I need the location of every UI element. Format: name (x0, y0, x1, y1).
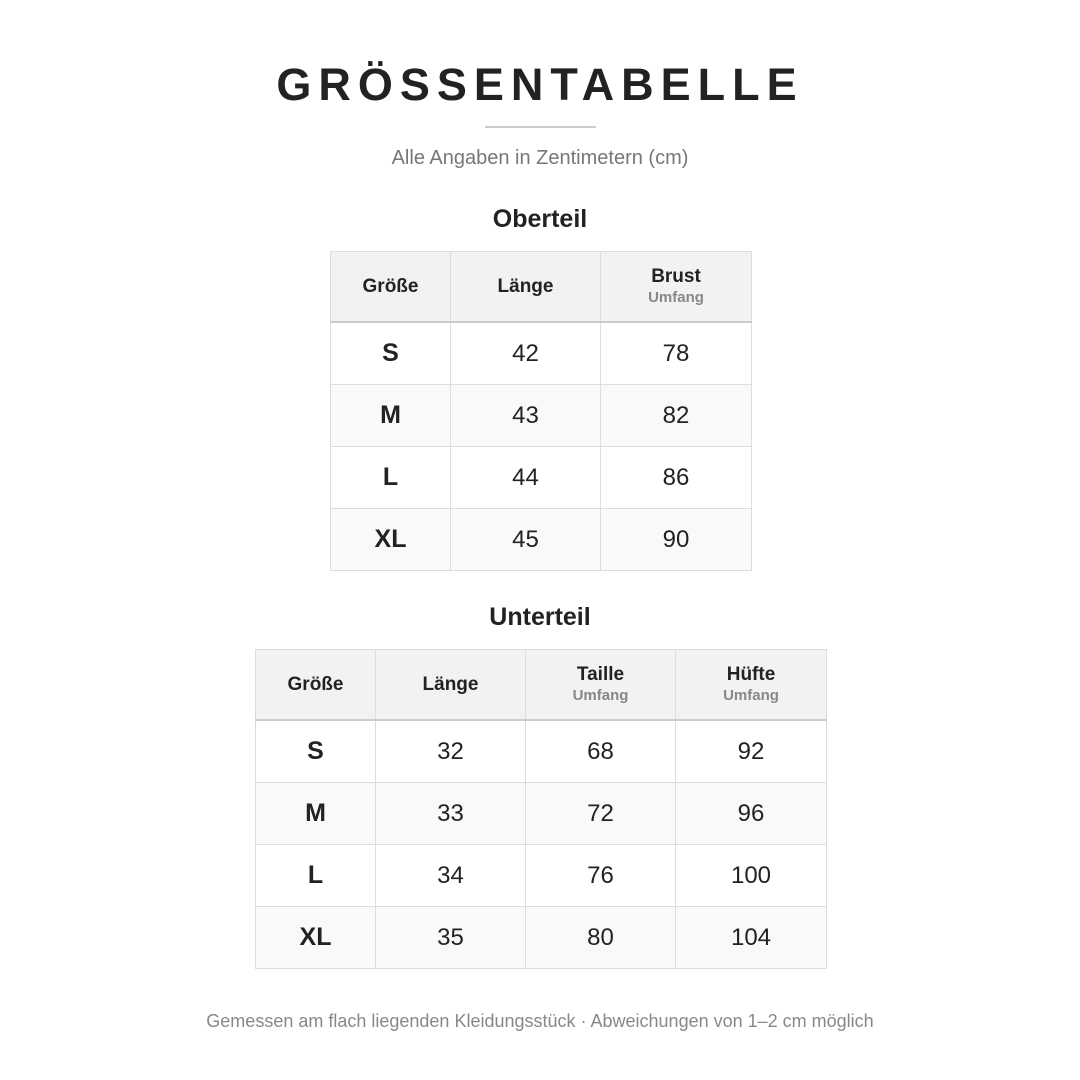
value-cell: 92 (676, 720, 827, 783)
column-header-label: Brust (651, 265, 701, 287)
value-cell: 33 (376, 783, 526, 845)
column-header-label: Taille (576, 663, 625, 685)
column-header-label: Größe (362, 275, 419, 297)
size-cell: XL (331, 509, 451, 571)
table-header-row (331, 252, 752, 323)
table-row (331, 447, 752, 509)
value-cell: 45 (451, 509, 601, 571)
size-cell: M (331, 385, 451, 447)
size-cell: XL (256, 907, 376, 969)
table-header-row (256, 650, 827, 721)
column-header-sublabel: Umfang (648, 288, 704, 306)
value-cell: 96 (676, 783, 827, 845)
size-cell: L (256, 845, 376, 907)
section-title-bottom: Unterteil (489, 603, 591, 631)
table-row (256, 783, 827, 845)
title-divider (485, 126, 596, 128)
value-cell: 43 (451, 385, 601, 447)
column-header-size (331, 252, 451, 323)
column-header-waist (526, 650, 676, 721)
table-row (331, 385, 752, 447)
footnote: Gemessen am flach liegenden Kleidungsstück · Abweichungen von 1–2 cm möglich (206, 1011, 874, 1031)
size-table-bottom (255, 649, 827, 969)
column-header-length (451, 252, 601, 323)
value-cell: 72 (526, 783, 676, 845)
page-title: GRÖSSENTABELLE (276, 59, 804, 110)
column-header-chest (601, 252, 752, 323)
value-cell: 42 (451, 322, 601, 385)
value-cell: 76 (526, 845, 676, 907)
size-cell: M (256, 783, 376, 845)
column-header-label: Hüfte (726, 663, 776, 685)
value-cell: 80 (526, 907, 676, 969)
value-cell: 35 (376, 907, 526, 969)
size-table-top (330, 251, 752, 571)
column-header-label: Länge (497, 275, 554, 297)
page-subtitle: Alle Angaben in Zentimetern (cm) (391, 147, 689, 169)
column-header-sublabel: Umfang (572, 686, 629, 704)
table-row (256, 720, 827, 783)
table-row (256, 845, 827, 907)
table-row (331, 322, 752, 385)
column-header-size (256, 650, 376, 721)
column-header-label: Länge (422, 673, 479, 695)
value-cell: 90 (601, 509, 752, 571)
section-title-top: Oberteil (492, 205, 588, 233)
column-header-length (376, 650, 526, 721)
size-cell: S (256, 720, 376, 783)
value-cell: 32 (376, 720, 526, 783)
size-cell: S (331, 322, 451, 385)
column-header-sublabel: Umfang (723, 686, 779, 704)
column-header-hip (676, 650, 827, 721)
value-cell: 104 (676, 907, 827, 969)
column-header-label: Größe (287, 673, 344, 695)
value-cell: 68 (526, 720, 676, 783)
value-cell: 44 (451, 447, 601, 509)
size-cell: L (331, 447, 451, 509)
table-row (256, 907, 827, 969)
value-cell: 86 (601, 447, 752, 509)
value-cell: 78 (601, 322, 752, 385)
value-cell: 34 (376, 845, 526, 907)
value-cell: 100 (676, 845, 827, 907)
value-cell: 82 (601, 385, 752, 447)
table-row (331, 509, 752, 571)
